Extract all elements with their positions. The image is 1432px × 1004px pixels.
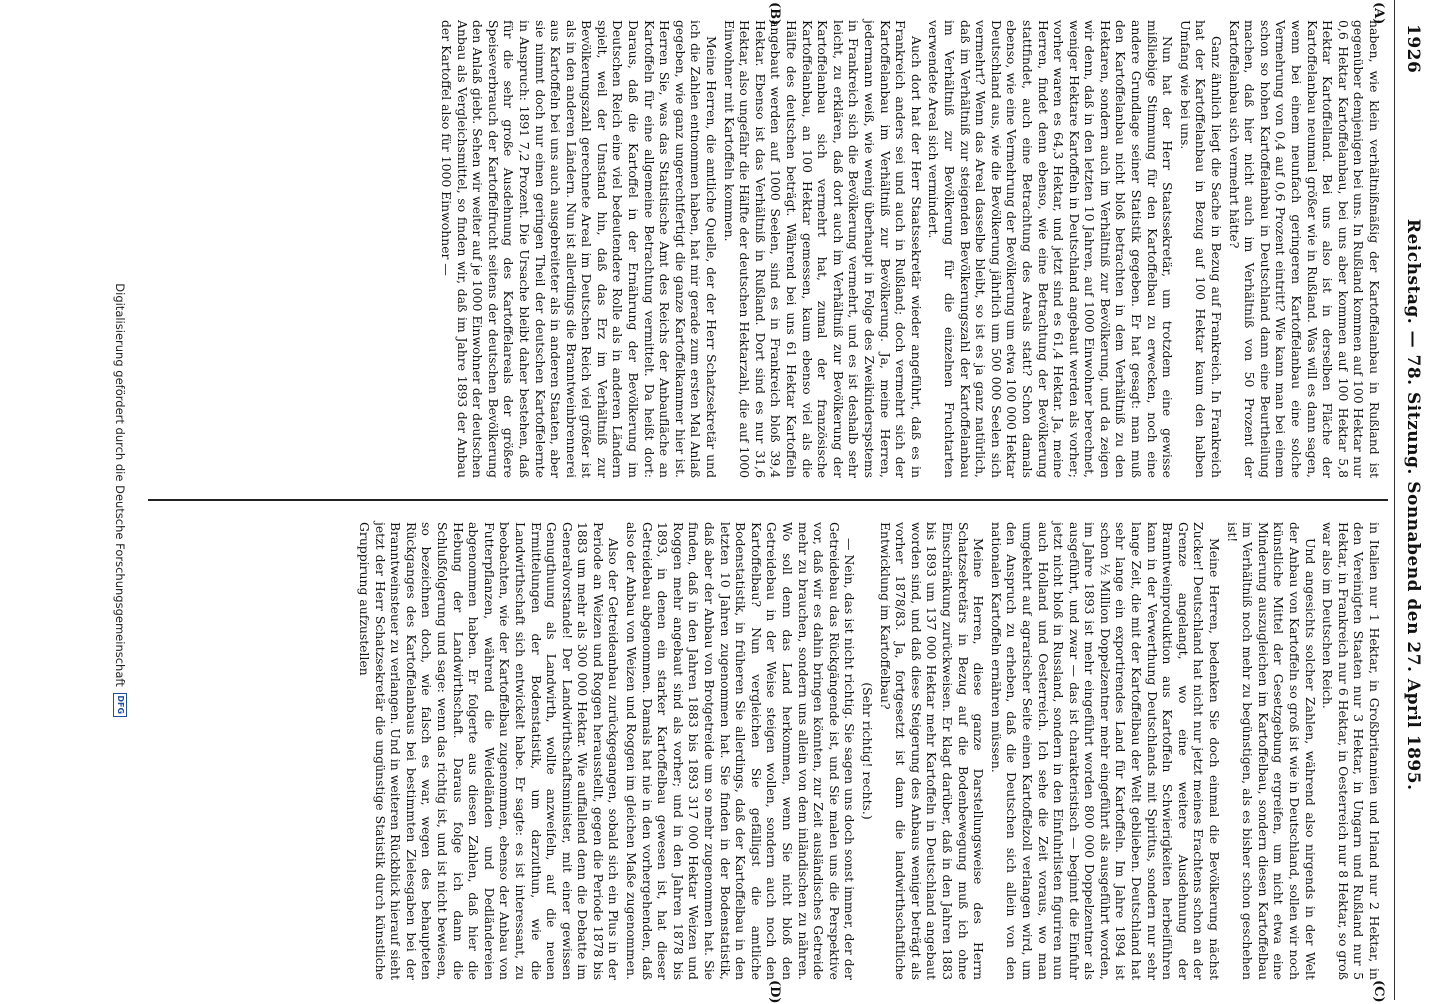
- paragraph: Auch dort hat der Herr Staatssekretär wieder angeführt, daß es in Frankreich anders sei und auch in Rußland; doch vermehrt sich der Kartoffelanbau im Verhältniß zur Bevölkerung. Ja, meine Herren, jedermann weiß, wie wenig überhaupt in Folge des Zweikinderspstems in Frankreich sich die Bevölkerung vermehrt, und es ist deshalb sehr leicht, zu erklären, daß dort auch im Verhältniß zur Bevölkerung der Kartoffelanbau sich vermehrt hat, zumal der französische Kartoffelanbau, an 100 Hektar gemessen, kaum ebenso viel als die Hälfte des deutschen beträgt. Während bei uns 61 Hektar Kartoffeln angebaut werden auf 1000 Seelen, sind es in Frankreich bloß 39,4 Hektar. Ebenso ist das Verhältniß in Rußland. Dort sind es nur 31,6 Hektar, also ungefähr die Hälfte der deutschen Hektarzahl, die auf 1000 Einwohner mit Kartoffeln kommen.: [721, 20, 924, 478]
- paragraph: haben, wie klein verhältnißmäßig der Kartoffelanbau in Rußland ist gegenüber demjenigen bei uns. In Rußland kommen auf 100 Hektar nur 0,6 Hektar Kartoffelanbau, bei uns aber kommen auf 100 Hektar 5,8 Hektar Kartoffelland. Bei uns also ist in derselben Fläche der Kartoffelanbau neunmal größer wie in Rußland. Was will es dann sagen, wenn bei einem neunfach geringeren Kartoffelanbau eine solche Vermehrung von 0,4 auf 0,6 Prozent eintritt? Wie kann man bei einem schon so hohen Kartoffelanbau in Deutschland dann eine Beurtheilung machen, daß hier nicht auch im Verhältniß von 50 Prozent der Kartoffelanbau sich vermehrt hätte?: [1226, 20, 1382, 478]
- left-column: [148, 0, 1388, 498]
- column-divider: [148, 499, 1388, 501]
- rotated-scan-page: [92, 0, 1432, 1004]
- paragraph: Ganz ähnlich liegt die Sache in Bezug auf Frankreich. In Frankreich hat der Kartoffelanbau in Bezug auf 100 Hektar kaum den halben Umfang wie bei uns.: [1177, 20, 1225, 478]
- paragraph: Meine Herren, die amtliche Quelle, der der Herr Schatzsekretär und ich die Zahlen entnommen haben, hat mir gerade zum ersten Mal Anlaß gegeben, wie ganz ungerechtfertigt die ganze Kartoffelkammer hier ist. Herren Sie, was das Statistische Amt des Reichs der Anbaufläche an Kartoffeln für eine allgemeine Betrachtung vermittelt. Da heißt dort: Daraus, daß die Kartoffel in der Ernährung der Bevölkerung im Deutschen Reich eine viel bedeutendere Rolle als in anderen Ländern spielt, weil der Umstand hin, daß das Erz im Verhältniß zur Bevölkerungszahl gerechnete Areal im Deutschen Reich viel größer ist als in den anderen Ländern. Nun ist allerdings die Branntweinbrennerei aus Kartoffeln bei uns auch ausgebreiteter als in anderen Staaten, aber sie nimmt doch nur einen geringen Theil der deutschen Kartoffelernte in Anspruch: 1891 7,2 Prozent. Die Ursache bleibt daher bestehen, daß für die sehr große Ausdehnung des Kartoffelareals der größere Speiseverbrauch der Kartoffelfrucht seitens der deutschen Bevölkerung den Anlaß giebt. Sehen wir weiter auf je 1000 Einwohner der deutschen Anbau als Vergleichsmittel, so finden wir, daß im Jahre 1893 der Anbau der Kartoffel also für 1000 Einwohner —: [438, 20, 720, 478]
- margin-marker-b: (B): [767, 2, 782, 26]
- digitization-text: Digitalisierung gefördert durch die Deutsche Forschungsgemeinschaft: [113, 283, 127, 687]
- page-title: Reichstag. — 78. Sitzung. Sonnabend den 27. April 1895.: [1403, 218, 1424, 791]
- page-number: 1926: [1403, 24, 1424, 74]
- margin-marker-c: (C): [1371, 980, 1386, 1003]
- paragraph: Also der Getreideanbau zurückgegangen, sobald sich ein Plus in der Periode an Weizen und Roggen herausstellt, gegen die Periode 1878 bis 1883 um mehr als 300 000 Hektar. Wie auffallend denn die Debatte im Generalvorstande! Der Landwirthschaftsminister, mit einer gewissen Genugthuung als Landwirth, wollte anzweifeln, auf die neuen Ermittelungen der Bodenstatistik, um darzuthun, wie die Landwirthschaft sich entwickelt habe. Er sagte: es ist interessant, zu beobachten, wie der Kartoffelbau zugenommen, ebenso der Anbau von Futterpflanzen, während die Weideländen und Dedländereien abgenommen haben. Er folgerte aus diesen Zahlen, daß hier die Hebung der Landwirthschaft. Daraus folge ich dann die Schlußfolgerung und sage: wenn das richtig ist, und ist nicht bewiesen, so bezeichnen doch, wie falsch es war, wegen des behaupteten Rückganges des Kartoffelanbaus bei bestimmten Zielesgaben bei der Branntweinsteuer zu verlangen. Und in weiteren Rückblick hierauf sieht jetzt der Herr Schatzsekretär die ungünstige Statistik durch künstliche Gruppirung aufzustellen: [357, 522, 622, 980]
- margin-marker-a: (A): [1371, 2, 1386, 25]
- paragraph: Nun hat der Herr Staatssekretär, um trotzdem eine gewisse mißliebige Stimmung für den Kartoffelbau zu erwecken, noch eine andere Grundlage seiner Statistik gegeben. Er hat gesagt: man muß den Kartoffelanbau nicht bloß betrachten in dem Verhältniß zu den Hektaren, sondern auch im Verhältniß zur Bevölkerung, und da zeigen wir denn, daß in den letzten 10 Jahren, auf 1000 Einwohner berechnet, weniger Hektare Kartoffeln in Deutschland angebaut werden als vorher; vorher waren es 64,3 Hektar, und jetzt sind es 61,4 Hektar. Ja, meine Herren, findet denn ebenso, wie eine Betrachtung der Bevölkerung stattfindet, auch eine Betrachtung des Areals statt? Schon damals ebenso, wie eine Vermehrung der Bevölkerung um etwa 100 000 Hektar Deutschland aus, wie die Bevölkerung jährlich um 500 000 Seelen sich vermehrt? Wenn das Areal dasselbe bleibt, so ist es ja ganz natürlich, daß im Verhältniß zur steigenden Bevölkerungszahl der Kartoffelanbau im Verhältniß zur Bevölkerung für die einzelnen Fruchtarten verwendete Areal sich vermindert.: [926, 20, 1176, 478]
- paragraph: Und angesichts solcher Zahlen, während also nirgends in der Welt der Anbau von Kartoffeln so groß ist wie in Deutschland, sollen wir noch künstliche Mittel der Gesetzgebung ergreifen, um nicht etwa eine Minderung auszugleichen im Kartoffelbau, sondern diesen Kartoffelbau im Verhältniß noch mehr zu begünstigen, als es bisher schon geschehen ist!: [1224, 522, 1318, 980]
- page-content: [148, 0, 1388, 1000]
- margin-marker-d: (D): [767, 980, 782, 1004]
- dfg-logo-icon: DFG: [113, 693, 127, 717]
- digitization-note: [104, 0, 136, 1000]
- paragraph: in Italien nur 1 Hektar, in Großbritannien und Irland nur 2 Hektar, in den Vereinigten Staaten nur 3 Hektar, in Ungarn und Rußland nur 5 Hektar, in Frankreich nur 6 Hektar, in Oesterreich nur 8 Hektar, so groß war also im Deutschen Reich.: [1320, 522, 1382, 980]
- interjection: (Sehr richtig! rechts.): [860, 682, 875, 820]
- paragraph: Meine Herren, diese ganze Darstellungsweise des Herrn Schatzsekretärs in Bezug auf die Bodenbewegung muß ich ohne Einschränkung zurückweisen. Er klagt darüber, daß in den Jahren 1883 bis 1893 um 137 000 Hektar mehr Kartoffeln in Deutschland angebaut worden sind, und daß diese Steigerung des Anbaus weniger beträgt als vorher 1878/83. Ja, fortgesetzt ist dann die landwirthschaftliche Entwicklung im Kartoffelbau?: [877, 522, 987, 980]
- paragraph: Meine Herren, bedenken Sie doch einmal die Bevölkerung nächst Zucker! Deutschland hat nicht nur jetzt meines Erachtens schon an der Grenze angelangt, wo eine weitere Ausdehnung der Branntweinproduktion aus Kartoffeln Schwierigkeiten herbeiführen kann in der Verwerthung Deutschlands mit Spiritus, sondern nur sehr lange Zeit, die mit der Kartoffelbau der Welt geblieben. Deutschland hat sehr lange ein exportirendes Land für Kartoffeln. Im Jahre 1894 ist schon ½ Million Doppelzentner mehr eingeführt als ausgeführt worden, im Jahre 1893 ist mehr eingeführt worden 800 000 Doppelzentner als ausgeführt, und zwar — das ist charakteristisch — beginnt die Einfuhr jetzt nicht bloß in Russland, sondern in den Einfuhrlisten figuriren nun auch Holland und Oesterreich. Ich sehe die Zeit voraus, wo man umgekehrt auf agrarischer Seite einen Kartoffelzoll verlangen wird, um den Anspruch zu erheben, daß die Deutschen sich allein von den nationalen Kartoffeln ernähren müssen.: [988, 522, 1223, 980]
- paragraph: — Nein, das ist nicht richtig. Sie sagen uns doch sonst immer, der der Getreidebau das Rückgängende ist, und Sie malen uns die Perspektive vor, daß wir es dahin bringen könnten, zur Zeit ausländisches Getreide mehr zu brauchen, sondern uns allein von dem inländischen zu nähren. Wo soll denn das Land herkommen, wenn Sie nicht bloß den Getreidebau in der Weise steigen wollen, sondern auch noch den Kartoffelbau? Nun vergleichen Sie gefälligst die amtliche Bodenstatistik, in früheren Sie allerdings, daß der Kartoffelbau in den letzten 10 Jahren zugenommen hat. Sie finden in der Bodenstatistik, daß aber der Anbau von Brotgetreide um so mehr zugenommen hat. Sie finden, daß in den Jahren 1883 bis 1893 317 000 Hektar Weizen und Roggen mehr angebaut sind als vorher; und in den Jahren 1878 bis 1893, in denen ein starker Kartoffelbau gewesen ist, hat dieser Getreidebau abgenommen. Damals hat nie in den vorhergehenden, daß also der Anbau von Weizen und Roggen im gleichen Maße zugenommen.: [624, 522, 858, 980]
- page-header: [1394, 0, 1432, 1000]
- right-column: [148, 502, 1388, 1000]
